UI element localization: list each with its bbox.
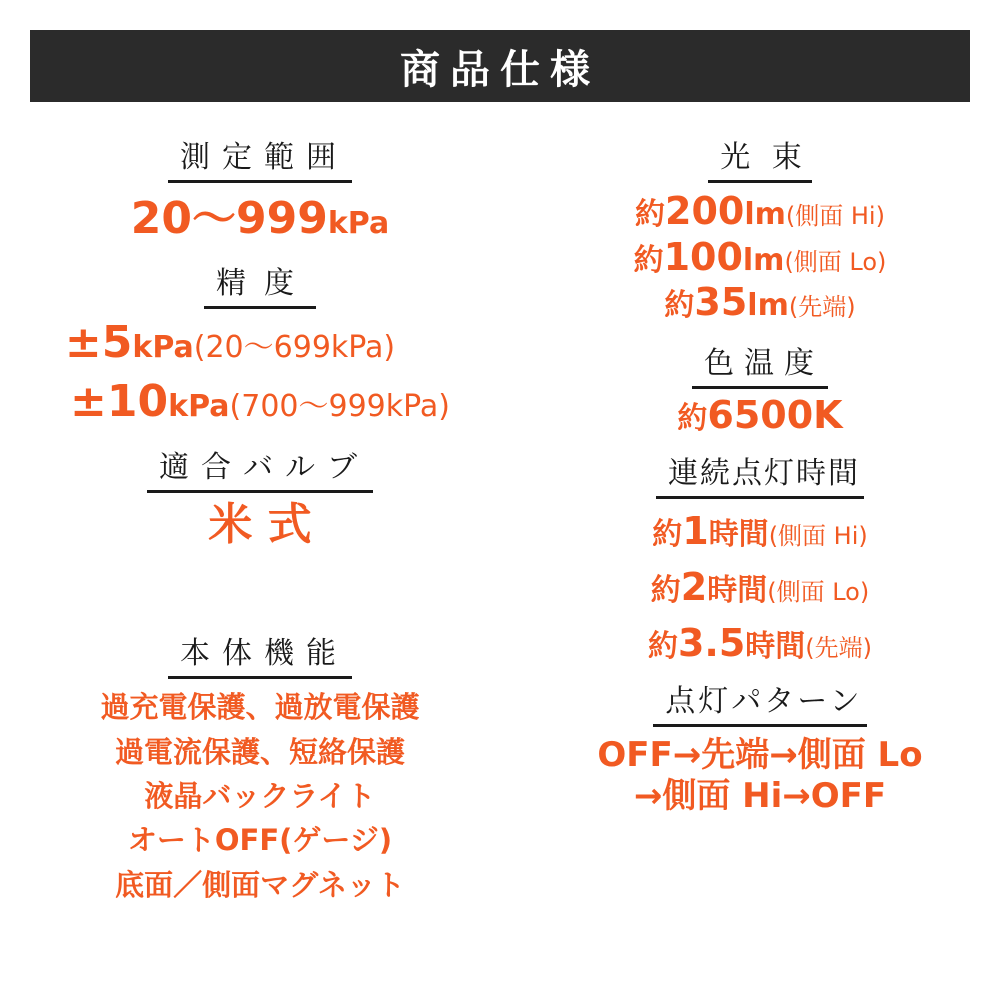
runtime-prefix: 約: [647, 628, 678, 664]
flux-note: (先端): [788, 293, 856, 322]
flux-prefix: 約: [635, 197, 666, 232]
flux-line: [635, 189, 885, 235]
accuracy-number: ±10: [70, 375, 169, 427]
accuracy-line: [70, 376, 450, 429]
function-item: 底面／側面マグネット: [115, 867, 405, 902]
flux-unit: lm: [742, 242, 785, 278]
accuracy-heading: 精度: [204, 266, 316, 309]
page-title: 商品仕様: [400, 46, 600, 93]
function-item: 液晶バックライト: [144, 778, 376, 813]
flux-section: [634, 140, 887, 326]
flux-note: (側面 Hi): [785, 202, 885, 230]
runtime-line: [652, 509, 868, 555]
runtime-note: (側面 Hi): [768, 522, 868, 551]
color-temp-value: [677, 393, 842, 439]
runtime-prefix: 約: [652, 517, 683, 553]
functions-list: [100, 685, 419, 907]
runtime-number: 3.5: [677, 620, 746, 665]
flux-heading: 光 束: [708, 140, 812, 183]
valve-section: [147, 450, 373, 552]
range-number: 20〜999: [130, 193, 328, 244]
color-temp-number: 6500K: [707, 392, 843, 437]
flux-unit: lm: [744, 197, 786, 232]
functions-heading: 本体機能: [168, 636, 352, 679]
flux-number: 100: [663, 234, 743, 279]
runtime-unit: 時間: [745, 628, 806, 664]
function-item: オートOFF(ゲージ): [127, 823, 393, 858]
runtime-number: 1: [682, 509, 709, 554]
runtime-note: (先端): [805, 633, 873, 662]
valve-heading: 適合バルブ: [147, 450, 373, 493]
range-section: [131, 140, 389, 246]
runtime-prefix: 約: [650, 572, 681, 608]
accuracy-unit: kPa: [168, 388, 230, 424]
flux-prefix: 約: [633, 242, 664, 278]
pattern-line: →側面 Hi→OFF: [633, 775, 887, 816]
runtime-note: (側面 Lo): [767, 577, 870, 606]
pattern-section: [597, 684, 922, 817]
right-column: [530, 140, 990, 817]
runtime-unit: 時間: [707, 572, 768, 608]
flux-note: (側面 Lo): [784, 247, 887, 276]
accuracy-section: [65, 266, 455, 429]
functions-section: [100, 636, 419, 907]
range-value: [131, 193, 389, 246]
color-temp-prefix: 約: [677, 400, 708, 436]
flux-unit: lm: [747, 288, 789, 324]
pattern-heading: 点灯パターン: [653, 684, 866, 727]
accuracy-note: (20〜699kPa): [193, 329, 396, 365]
accuracy-number: ±5: [64, 316, 133, 368]
pattern-line: OFF→先端→側面 Lo: [597, 735, 923, 776]
flux-number: 200: [665, 189, 745, 233]
runtime-section: [648, 456, 872, 666]
accuracy-unit: kPa: [132, 329, 194, 365]
function-item: 過電流保護、短絡保護: [114, 734, 405, 769]
flux-prefix: 約: [664, 288, 695, 324]
range-heading: 測定範囲: [168, 140, 352, 183]
valve-value: 米 式: [208, 499, 312, 551]
runtime-line: [651, 565, 869, 611]
color-temp-section: [677, 346, 842, 439]
runtime-line: [648, 621, 872, 667]
flux-line: [664, 280, 855, 326]
runtime-heading: 連続点灯時間: [656, 456, 864, 499]
accuracy-note: (700〜999kPa): [229, 388, 450, 424]
left-column: [20, 140, 500, 907]
range-unit: kPa: [327, 206, 390, 241]
function-item: 過充電保護、過放電保護: [100, 690, 420, 725]
color-temp-heading: 色温度: [692, 346, 828, 389]
runtime-number: 2: [680, 564, 708, 609]
page-title-banner: [30, 30, 970, 102]
accuracy-line: [65, 317, 395, 370]
runtime-unit: 時間: [708, 517, 769, 553]
flux-number: 35: [694, 280, 748, 325]
flux-line: [634, 235, 887, 281]
